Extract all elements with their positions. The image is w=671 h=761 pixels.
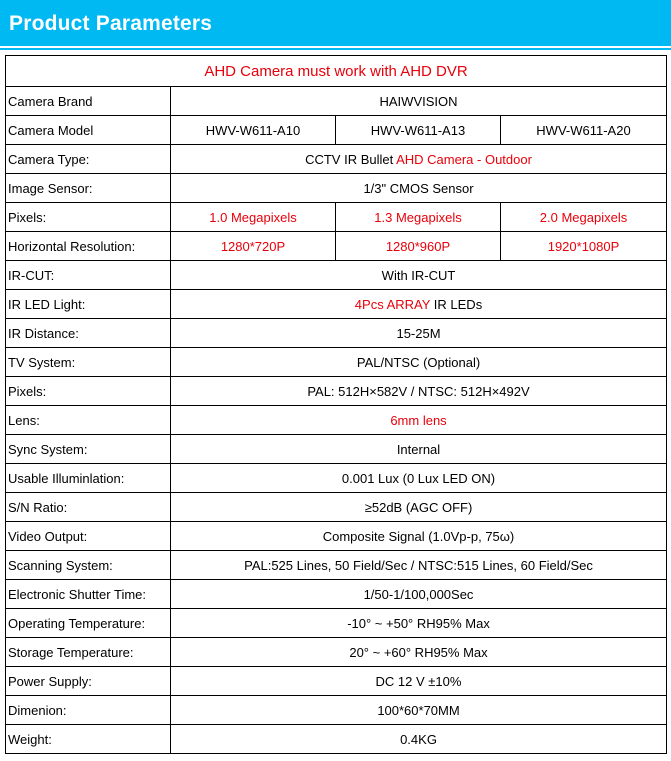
- row-value: 1.3 Megapixels: [336, 203, 501, 232]
- table-row: [6, 261, 667, 290]
- row-value: Composite Signal (1.0Vp-p, 75ω): [171, 522, 667, 551]
- table-row: [6, 87, 667, 116]
- table-row: [6, 406, 667, 435]
- table-row: [6, 464, 667, 493]
- spec-table: [5, 55, 667, 754]
- row-value: [171, 145, 667, 174]
- row-value: PAL: 512H×582V / NTSC: 512H×492V: [171, 377, 667, 406]
- row-label: IR Distance:: [6, 319, 171, 348]
- row-value: HWV-W611-A10: [171, 116, 336, 145]
- row-value: [171, 290, 667, 319]
- row-label: Camera Model: [6, 116, 171, 145]
- row-value: 0.001 Lux (0 Lux LED ON): [171, 464, 667, 493]
- row-value: 1/3" CMOS Sensor: [171, 174, 667, 203]
- row-label: Camera Type:: [6, 145, 171, 174]
- row-value: 100*60*70MM: [171, 696, 667, 725]
- row-label: Storage Temperature:: [6, 638, 171, 667]
- row-value: HWV-W611-A20: [501, 116, 667, 145]
- row-label: Dimenion:: [6, 696, 171, 725]
- table-row: [6, 290, 667, 319]
- table-row: [6, 580, 667, 609]
- row-value-plain: IR LEDs: [430, 296, 483, 312]
- table-row: [6, 493, 667, 522]
- table-row: [6, 725, 667, 754]
- row-label: Sync System:: [6, 435, 171, 464]
- row-value: ≥52dB (AGC OFF): [171, 493, 667, 522]
- row-value-highlight: AHD Camera - Outdoor: [396, 151, 532, 167]
- table-row: [6, 551, 667, 580]
- row-value: 15-25M: [171, 319, 667, 348]
- table-row: [6, 435, 667, 464]
- row-value: Internal: [171, 435, 667, 464]
- row-label: IR LED Light:: [6, 290, 171, 319]
- row-value: With IR-CUT: [171, 261, 667, 290]
- row-value: 20° ~ +60° RH95% Max: [171, 638, 667, 667]
- row-label: Usable Illuminlation:: [6, 464, 171, 493]
- row-label: Scanning System:: [6, 551, 171, 580]
- row-value-highlight: 4Pcs ARRAY: [354, 296, 431, 312]
- row-value: 1.0 Megapixels: [171, 203, 336, 232]
- header-bar: [0, 0, 671, 50]
- notice-text: AHD Camera must work with AHD DVR: [6, 56, 667, 87]
- table-row: [6, 203, 667, 232]
- table-row: [6, 319, 667, 348]
- row-value: PAL:525 Lines, 50 Field/Sec / NTSC:515 Lines, 60 Field/Sec: [171, 551, 667, 580]
- table-row: [6, 638, 667, 667]
- row-value: 1280*720P: [171, 232, 336, 261]
- row-value: 0.4KG: [171, 725, 667, 754]
- row-label: IR-CUT:: [6, 261, 171, 290]
- row-value: 1280*960P: [336, 232, 501, 261]
- row-label: TV System:: [6, 348, 171, 377]
- table-row: [6, 522, 667, 551]
- row-label: Weight:: [6, 725, 171, 754]
- row-label: Pixels:: [6, 203, 171, 232]
- page-title: Product Parameters: [9, 12, 213, 35]
- row-label: Operating Temperature:: [6, 609, 171, 638]
- row-value: -10° ~ +50° RH95% Max: [171, 609, 667, 638]
- table-row: [6, 145, 667, 174]
- row-label: Horizontal Resolution:: [6, 232, 171, 261]
- row-label: Power Supply:: [6, 667, 171, 696]
- header-divider: [0, 46, 671, 48]
- table-row: [6, 116, 667, 145]
- table-row: [6, 174, 667, 203]
- row-value: 1920*1080P: [501, 232, 667, 261]
- row-value: PAL/NTSC (Optional): [171, 348, 667, 377]
- table-row: [6, 348, 667, 377]
- table-row: [6, 609, 667, 638]
- table-row: [6, 377, 667, 406]
- row-label: Pixels:: [6, 377, 171, 406]
- table-row: [6, 667, 667, 696]
- row-value: HWV-W611-A13: [336, 116, 501, 145]
- row-label: Video Output:: [6, 522, 171, 551]
- row-label: Lens:: [6, 406, 171, 435]
- row-value: HAIWVISION: [171, 87, 667, 116]
- row-label: Electronic Shutter Time:: [6, 580, 171, 609]
- row-value: DC 12 V ±10%: [171, 667, 667, 696]
- row-value-plain: CCTV IR Bullet: [305, 151, 397, 167]
- row-value: 2.0 Megapixels: [501, 203, 667, 232]
- row-value: 6mm lens: [171, 406, 667, 435]
- row-label: Camera Brand: [6, 87, 171, 116]
- table-row: [6, 232, 667, 261]
- table-row: [6, 696, 667, 725]
- notice-row: [6, 56, 667, 87]
- row-value: 1/50-1/100,000Sec: [171, 580, 667, 609]
- row-label: S/N Ratio:: [6, 493, 171, 522]
- row-label: Image Sensor:: [6, 174, 171, 203]
